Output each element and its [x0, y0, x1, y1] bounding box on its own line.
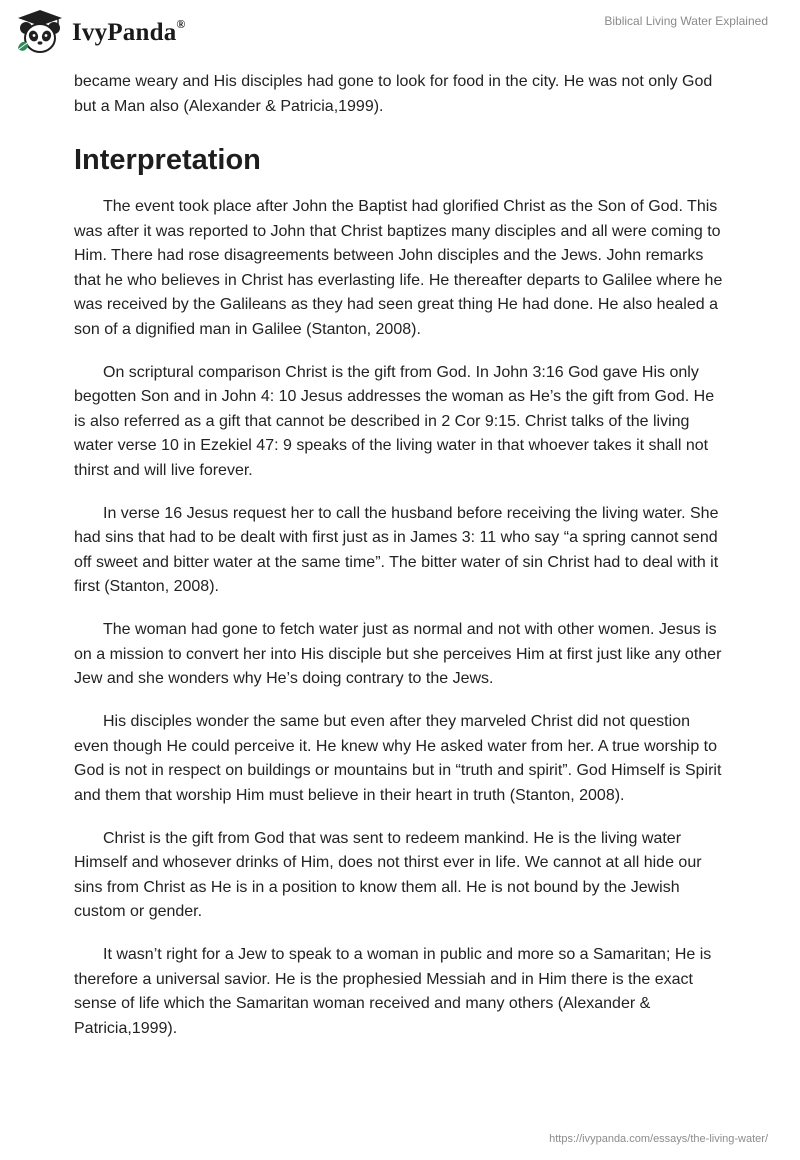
paragraph: On scriptural comparison Christ is the gift from God. In John 3:16 God gave His only begotten Son and in John 4: 10 Jesus addresses the woman as He’s the gift from God. He is also referred as a gift that cannot be described in 2 Cor 9:15. Christ talks of the living water verse 10 in Ezekiel 47: 9 speaks of the living water in that whoever takes it shall not thirst and will live forever. [74, 363, 715, 479]
ivypanda-logo[interactable] [14, 8, 186, 58]
paragraph: In verse 16 Jesus request her to call the husband before receiving the living water. She had sins that had to be dealt with first just as in James 3: 11 who say “a spring cannot send off sweet and bitter water at the same time”. The bitter water of sin Christ had to deal with it first (Stanton, 2008). [74, 504, 719, 595]
paragraph: Christ is the gift from God that was sent to redeem mankind. He is the living water Himself and whosever drinks of Him, does not thirst ever in life. We cannot at all hide our sins from Christ as He is in a position to know them all. He is not bound by the Jewish custom or gender. [74, 829, 702, 920]
paragraph: His disciples wonder the same but even after they marveled Christ did not question even though He could perceive it. He knew why He asked water from her. A true worship to God is not in respect on buildings or mountains but in “truth and spirit”. God Himself is Spirit and them that worship Him must believe in their heart in truth (Stanton, 2008). [74, 713, 722, 804]
panda-graduate-icon [14, 8, 66, 58]
paragraph: The woman had gone to fetch water just as normal and not with other women. Jesus is on a mission to convert her into His disciple but she perceives Him at first just like any other Jew and she wonders why He’s doing contrary to the Jews. [74, 621, 722, 687]
page-header [0, 0, 800, 70]
lead-paragraph: became weary and His disciples had gone to look for food in the city. He was not only God but a Man also (Alexander & Patricia,1999). [74, 73, 713, 115]
paragraph: The event took place after John the Baptist had glorified Christ as the Son of God. This was after it was reported to John that Christ baptizes many disciples and all were coming to Him. There had rose disagreements between John disciples and the Jews. John remarks that he who believes in Christ has everlasting life. He thereafter departs to Galilee where he was received by the Galileans as they had seen great thing He had done. He also healed a son of a dignified man in Galilee (Stanton, 2008). [74, 198, 723, 338]
source-url[interactable]: https://ivypanda.com/essays/the-living-water/ [549, 1133, 768, 1145]
brand-name: IvyPanda® [72, 17, 186, 46]
document-title: Biblical Living Water Explained [604, 14, 768, 28]
essay-content [74, 70, 724, 1060]
section-heading: Interpretation [74, 144, 261, 176]
paragraph: It wasn’t right for a Jew to speak to a woman in public and more so a Samaritan; He is therefore a universal savior. He is the prophesied Messiah and in Him there is the exact sense of life which the Samaritan woman received and many others (Alexander & Patricia,1999). [74, 946, 712, 1037]
